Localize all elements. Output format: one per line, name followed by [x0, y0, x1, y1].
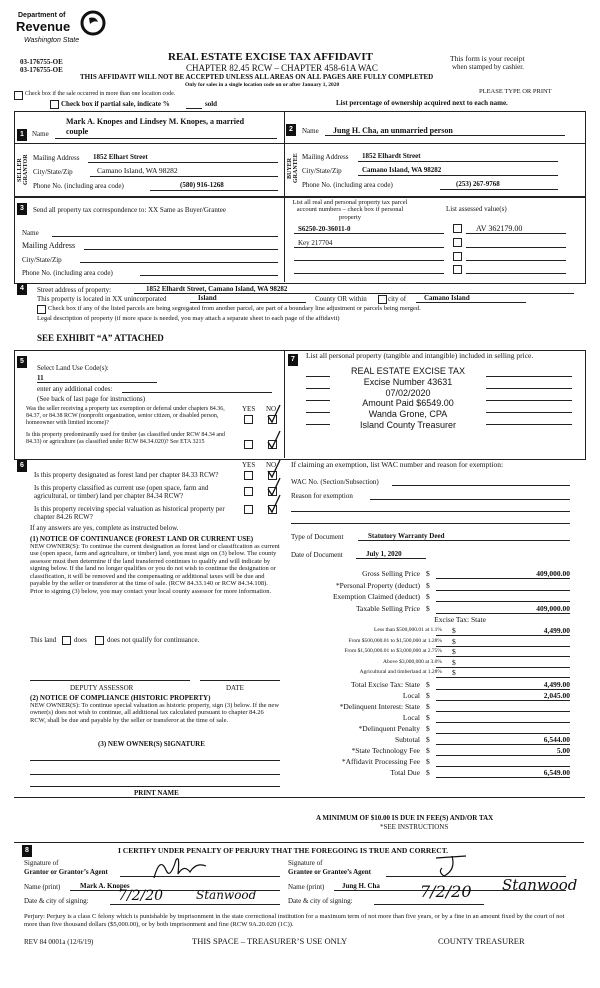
does-label: does — [74, 636, 87, 644]
certify-label: I CERTIFY UNDER PENALTY OF PERJURY THAT THE FOREGOING IS TRUE AND CORRECT. — [118, 846, 449, 855]
exemption-claim-label: If claiming an exemption, list WAC number and reason for exemption: — [291, 460, 504, 469]
stamp-line-6: Island County Treasurer — [359, 419, 457, 430]
wa-logo-icon — [80, 10, 106, 36]
section-2-number: 2 — [286, 124, 296, 136]
street-label: Street address of property: — [37, 286, 112, 294]
totals-6-label: *State Technology Fee — [351, 745, 420, 755]
buyer-city-label: City/State/Zip — [302, 167, 342, 175]
totals-4-label: *Delinquent Penalty — [358, 723, 420, 733]
treasurer-use-label: THIS SPACE – TREASURER’S USE ONLY — [192, 936, 348, 946]
s5-q1-check-icon — [266, 404, 282, 424]
totals-0-dollar: $ — [426, 679, 430, 689]
grantee-sig-label-2: Grantee or Grantee’s Agent — [288, 868, 372, 876]
land-use-label: Select Land Use Code(s): — [37, 364, 109, 372]
form-title: REAL ESTATE EXCISE TAX AFFIDAVIT — [168, 51, 373, 63]
county-treasurer-label: COUNTY TREASURER — [438, 936, 525, 946]
seller-name-label: Name — [32, 130, 49, 138]
excise-state-label: Excise Tax: State — [434, 615, 486, 624]
parcel-3-personal-checkbox[interactable] — [453, 252, 462, 261]
treasurer-stamp — [330, 366, 486, 431]
totals-7-dollar: $ — [426, 756, 430, 766]
s6-question-3: Is this property receiving special valuation as historical property per chapter 84.26 RCW? — [34, 505, 225, 522]
deputy-assessor-label: DEPUTY ASSESSOR — [70, 684, 134, 692]
section-4-number: 4 — [17, 283, 27, 295]
notice-1-body: NEW OWNER(S): To continue the current designation as forest land or classification as current use (open space, farm and agriculture, or timber) land, you must sign on (3) below. The county assessor must then determine if the land transferred continues to qualify and will indicate by signing below. If the land no longer qualifies or you do not wish to continue the designation or classification, it will be removed and the compensating or additional taxes will be due and payable by the seller or transferor at the time of sale. (RCW 84.33.140 or RCW 84.34.108). Prior to signing (3) below, you may contact your local county assessor for more information. — [30, 543, 280, 595]
stamp-line-2: Excise Number 43631 — [363, 376, 453, 387]
brackets-3-label: Above $3,000,000 at 3.0% — [383, 658, 442, 665]
s6-q1-yes-checkbox[interactable] — [244, 471, 253, 480]
s6-q2-yes-checkbox[interactable] — [244, 487, 253, 496]
city-value: Camano Island — [424, 294, 470, 302]
totals-0-value: 4,499.00 — [543, 679, 570, 689]
county-value: Island — [198, 294, 217, 302]
totals-1-dollar: $ — [426, 690, 430, 700]
seller-city: Camano Island, WA 98282 — [97, 166, 178, 175]
rows-3-label: Taxable Selling Price — [355, 603, 420, 613]
buyer-city: Camano Island, WA 98282 — [362, 166, 442, 174]
totals-2-label: *Delinquent Interest: State — [339, 701, 420, 711]
grantor-date-city-label: Date & city of signing: — [24, 897, 89, 905]
section-7-number: 7 — [288, 354, 298, 366]
logo-dept: Department of — [18, 12, 66, 19]
grantor-date: 7/2/20 — [118, 888, 164, 904]
s3-phone-label: Phone No. (including area code) — [22, 269, 113, 277]
doc-date-label: Date of Document — [291, 551, 343, 559]
brackets-1-label: From $500,000.01 to $1,500,000 at 1.28% — [348, 637, 442, 644]
rows-0-label: Gross Selling Price — [362, 569, 420, 578]
totals-0-label: Total Excise Tax: State — [350, 679, 420, 689]
receipt-note-2: when stamped by cashier. — [452, 63, 524, 71]
brackets-0-value: 4,499.00 — [543, 626, 570, 635]
totals-5-value: 6,544.00 — [543, 734, 570, 744]
s6-question-2: Is this property classified as current use (open space, farm and agricultural, or timber) land per chapter 84.34 RCW? — [34, 484, 209, 501]
dor-logo — [16, 10, 104, 56]
partial-sale-label: Check box if partial sale, indicate % — [61, 100, 170, 108]
s5-q1-yes-checkbox[interactable] — [244, 415, 253, 424]
totals-3-dollar: $ — [426, 712, 430, 722]
perjury-note: Perjury: Perjury is a class C felony which is punishable by imprisonment in the state correctional institution for a maximum term of not more than five years, or by a fine in an amount fixed by the court of not more than five thousand dollars ($5,000.00), or by both imprisonment and fine (RCW 9A.20.020 (1C)). — [24, 913, 565, 928]
doc-date-value: July 1, 2020 — [366, 550, 402, 558]
assessor-date-label: DATE — [226, 684, 244, 692]
seller-name-line2: couple — [66, 127, 89, 136]
seller-phone-label: Phone No. (including area code) — [33, 182, 124, 190]
rows-3-value: 409,000.00 — [536, 603, 570, 613]
logo-revenue: Revenue — [16, 19, 71, 34]
grantee-name: Jung H. Cha — [342, 882, 380, 890]
print-name-label: PRINT NAME — [134, 789, 179, 797]
seller-address-label: Mailing Address — [33, 154, 80, 162]
totals-5-dollar: $ — [426, 734, 430, 744]
brackets-4-label: Agricultural and timberland at 1.28% — [359, 669, 442, 675]
multi-location-label: Check box if the sale occurred in more than one location code. — [25, 91, 176, 97]
sold-label: sold — [205, 100, 218, 108]
rows-0-value: 409,000.00 — [536, 569, 570, 578]
brackets-4-dollar: $ — [452, 668, 456, 677]
exhibit-label: SEE EXHIBIT “A” ATTACHED — [37, 333, 164, 343]
s3-address-label: Mailing Address — [22, 241, 76, 250]
totals-1-label: Local — [402, 690, 420, 700]
assessed-header: List assessed value(s) — [446, 205, 507, 213]
stamp-line-3: 07/02/2020 — [385, 387, 431, 398]
grantee-sig-label-1: Signature of — [288, 859, 323, 867]
totals-2-dollar: $ — [426, 701, 430, 711]
parcel-4-personal-checkbox[interactable] — [453, 265, 462, 274]
stamp-line-4: Amount Paid $6549.00 — [362, 398, 454, 409]
brackets-2-label: From $1,500,000.01 to $3,000,000 at 2.75% — [344, 648, 442, 654]
segregated-checkbox[interactable] — [37, 305, 46, 314]
does-not-checkbox[interactable] — [95, 636, 104, 645]
additional-codes-label: enter any additional codes: — [37, 385, 113, 393]
s3-city-label: City/State/Zip — [22, 256, 62, 264]
multi-location-checkbox[interactable] — [14, 91, 23, 100]
form-number: REV 84 0001a (12/6/19) — [24, 938, 94, 946]
partial-sale-checkbox[interactable] — [50, 100, 59, 109]
s5-q2-yes-checkbox[interactable] — [244, 440, 253, 449]
does-not-label: does not qualify for continuance. — [107, 636, 200, 644]
section-1-number: 1 — [17, 129, 27, 141]
form-subtitle: CHAPTER 82.45 RCW – CHAPTER 458-61A WAC — [186, 63, 378, 73]
receipt-note-1: This form is your receipt — [450, 54, 525, 63]
seller-city-label: City/State/Zip — [33, 168, 73, 176]
brackets-1-dollar: $ — [452, 636, 456, 646]
rows-0-dollar: $ — [426, 569, 430, 578]
section-3-number: 3 — [17, 203, 27, 215]
brackets-0-label: Less than $500,000.01 at 1.1% — [374, 627, 442, 633]
section-5-number: 5 — [17, 356, 27, 368]
parcel-2-personal-checkbox[interactable] — [453, 238, 462, 247]
does-checkbox[interactable] — [62, 636, 71, 645]
buyer-name: Jung H. Cha, an unmarried person — [333, 126, 453, 135]
s5-yes-header: YES — [242, 405, 256, 413]
parcel-1-personal-checkbox[interactable] — [453, 224, 462, 233]
rows-2-dollar: $ — [426, 592, 430, 601]
located-label: This property is located in XX unincorporated — [37, 295, 167, 303]
assessed-1: AV 362179.00 — [476, 224, 523, 233]
stamp-line-1: REAL ESTATE EXCISE TAX — [350, 366, 466, 376]
rows-1-label: *Personal Property (deduct) — [335, 580, 420, 590]
form-warning: THIS AFFIDAVIT WILL NOT BE ACCEPTED UNLESS ALL AREAS ON ALL PAGES ARE FULLY COMPLETED — [80, 73, 434, 81]
correspondence-label: Send all property tax correspondence to: XX Same as Buyer/Grantee — [33, 206, 227, 214]
grantee-city: Stanwood — [502, 876, 578, 894]
see-instructions-label: *SEE INSTRUCTIONS — [380, 823, 449, 831]
logo-state: Washington State — [24, 37, 80, 44]
parcel-1: S6250-20-36011-0 — [298, 225, 351, 233]
parcel-header: List all real and personal property tax parcel account numbers – check box if personal property — [292, 199, 408, 221]
grantee-signature — [430, 850, 474, 880]
seller-address: 1852 Elhart Street — [93, 153, 148, 161]
totals-6-value: 5.00 — [556, 745, 570, 755]
totals-1-value: 2,045.00 — [543, 690, 570, 700]
buyer-phone: (253) 267-9768 — [456, 180, 500, 188]
buyer-address: 1852 Elhardt Street — [362, 152, 421, 160]
county-within-label: County OR within — [315, 295, 367, 303]
use-note: Only for sales in a single location code on or after January 1, 2020 — [185, 82, 340, 88]
rows-1-dollar: $ — [426, 580, 430, 590]
parcel-2: Key 217704 — [298, 239, 333, 247]
grantor-name: Mark A. Knopes — [80, 882, 130, 890]
grantor-sig-label-2: Grantor or Grantor’s Agent — [24, 868, 108, 876]
rows-3-dollar: $ — [426, 603, 430, 613]
section-6-number: 6 — [17, 460, 27, 472]
grantee-date: 7/2/20 — [420, 882, 472, 901]
grantor-sig-label-1: Signature of — [24, 859, 59, 867]
within-city-checkbox[interactable] — [378, 295, 387, 304]
this-land-label: This land — [30, 636, 57, 644]
buyer-phone-label: Phone No. (including area code) — [302, 181, 393, 189]
grantor-city: Stanwood — [196, 888, 257, 902]
totals-7-label: *Affidavit Processing Fee — [341, 756, 420, 766]
s5-question-1: Was the seller receiving a property tax exemption or deferral under chapters 84.36, 84.37, or 84.38 RCW (nonprofit organization, senior citizen, or disabled person, homeowner with limited income)? — [26, 406, 225, 426]
notice-2-title: (2) NOTICE OF COMPLIANCE (HISTORIC PROPERTY) — [30, 694, 211, 702]
s6-q3-yes-checkbox[interactable] — [244, 505, 253, 514]
s6-yes-header: YES — [242, 461, 256, 469]
if-yes-label: If any answers are yes, complete as instructed below. — [30, 524, 179, 532]
totals-6-dollar: $ — [426, 745, 430, 755]
grantor-signature — [150, 852, 210, 884]
grantor-name-print-label: Name (print) — [24, 883, 61, 891]
doc-id-1: 03-176755-OE — [20, 58, 63, 66]
city-of-label: city of — [388, 295, 407, 303]
seller-name-line1: Mark A. Knopes and Lindsey M. Knopes, a married — [66, 117, 245, 126]
see-back-label: (See back of last page for instructions) — [37, 395, 146, 403]
notice-2-body: NEW OWNER(S): To continue special valuation as historic property, sign (3) below. If the new owner(s) does not wish to continue, all additional tax calculated pursuant to chapter 84.26 RCW, shall be due and payable by the seller or transferor at the time of sale. — [30, 702, 280, 724]
totals-8-value: 6,549.00 — [543, 767, 570, 777]
s3-name-label: Name — [22, 229, 39, 237]
brackets-0-dollar: $ — [452, 626, 456, 635]
stamp-line-5: Wanda Grone, CPA — [368, 409, 448, 420]
rows-2-label: Exemption Claimed (deduct) — [332, 592, 420, 601]
segregated-label: Check box if any of the listed parcels are being segregated from another parcel, are part of a boundary line adjustment or parcels being merged. — [48, 305, 421, 312]
s5-no-header: NO — [266, 405, 277, 413]
brackets-2-dollar: $ — [452, 647, 456, 656]
grantee-date-city-label: Date & city of signing: — [288, 897, 353, 905]
totals-8-dollar: $ — [426, 767, 430, 777]
land-use-code: 11 — [37, 374, 44, 382]
notice-1-title: (1) NOTICE OF CONTINUANCE (FOREST LAND OR CURRENT USE) — [30, 535, 254, 543]
s6-q1-check-icon — [266, 459, 282, 479]
legal-description-label: Legal description of property (if more space is needed, you may attach a separate sheet to each page of the affidavit) — [37, 315, 340, 322]
doc-type-value: Statutory Warranty Deed — [368, 532, 445, 540]
personal-property-label: List all personal property (tangible and intangible) included in selling price. — [306, 351, 534, 360]
seller-phone: (580) 916-1268 — [180, 181, 224, 189]
grantee-name-print-label: Name (print) — [288, 883, 325, 891]
totals-8-label: Total Due — [390, 767, 420, 777]
totals-3-label: Local — [402, 712, 420, 722]
s5-q2-check-icon — [266, 430, 282, 450]
list-percentage-note: List percentage of ownership acquired next to each name. — [336, 99, 508, 107]
s6-no-header: NO — [266, 461, 277, 469]
street-address: 1852 Elhardt Street, Camano Island, WA 98282 — [146, 285, 288, 293]
minimum-due-label: A MINIMUM OF $10.00 IS DUE IN FEE(S) AND/OR TAX — [316, 814, 494, 822]
s5-question-2: Is this property predominantly used for timber (as classified under RCW 84.34 and 84.33) or agriculture (as classified under RCW 84.34.020)? See ETA 3215 — [26, 432, 226, 445]
buyer-side-label: BUYER GRANTEE — [287, 153, 299, 183]
section-8-number: 8 — [22, 845, 32, 857]
brackets-3-dollar: $ — [452, 657, 456, 667]
s6-q3-check-icon — [266, 494, 282, 514]
doc-type-label: Type of Document — [291, 533, 344, 541]
reason-label: Reason for exemption — [291, 492, 353, 500]
doc-id-2: 03-176755-OE — [20, 66, 63, 74]
new-owner-signature-label: (3) NEW OWNER(S) SIGNATURE — [98, 740, 205, 748]
s6-question-1: Is this property designated as forest land per chapter 84.33 RCW? — [34, 471, 219, 479]
totals-4-dollar: $ — [426, 723, 430, 733]
totals-5-label: Subtotal — [394, 734, 420, 744]
buyer-name-label: Name — [302, 127, 319, 135]
wac-label: WAC No. (Section/Subsection) — [291, 478, 379, 486]
seller-side-label: SELLER GRANTOR — [17, 154, 29, 186]
buyer-address-label: Mailing Address — [302, 153, 349, 161]
type-print: PLEASE TYPE OR PRINT — [479, 88, 552, 95]
